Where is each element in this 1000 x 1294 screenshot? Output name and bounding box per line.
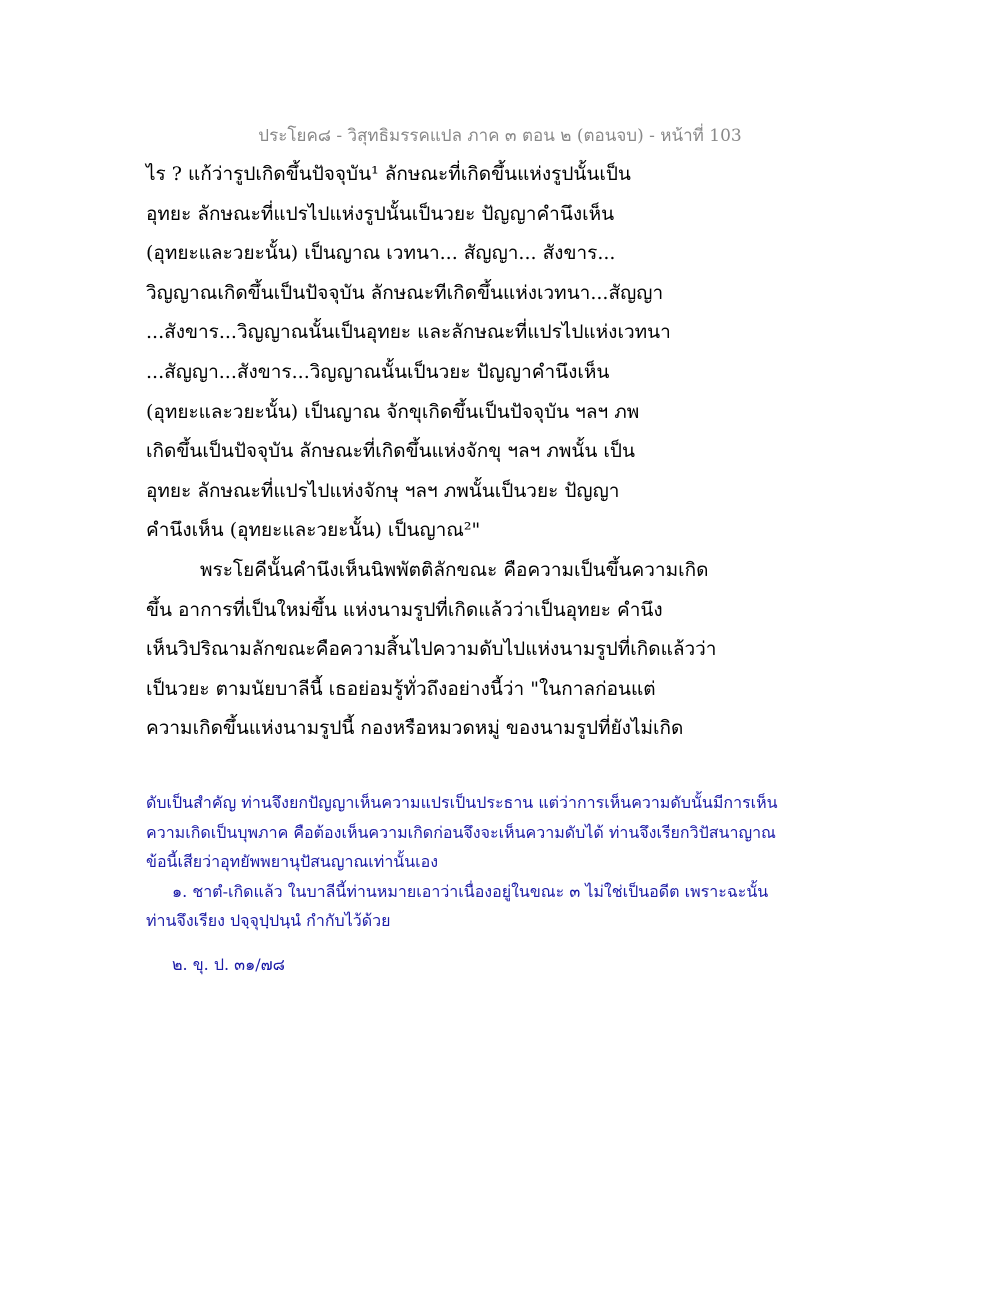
paragraph-line: ขึ้น อาการที่เป็นใหม่ขึ้น แห่งนามรูปที่เกิดแล้วว่าเป็นอุทยะ คำนึง <box>146 598 663 621</box>
main-text <box>146 158 866 752</box>
footnote-continuation-line: ข้อนี้เสียว่าอุทยัพพยานุปัสนญาณเท่านั้นเอง <box>146 852 439 871</box>
paragraph-line: พระโยคีนั้นคำนึงเห็นนิพพัตติลักขณะ คือความเป็นขึ้นความเกิด <box>200 558 709 581</box>
body-line: ...สังขาร...วิญญาณนั้นเป็นอุทยะ และลักษณะที่แปรไปแห่งเวทนา <box>146 321 671 344</box>
body-line: อุทยะ ลักษณะที่แปรไปแห่งรูปนั้นเป็นวยะ ปัญญาคำนึงเห็น <box>146 202 615 225</box>
footnote-continuation-line: ดับเป็นสำคัญ ท่านจึงยกปัญญาเห็นความแปรเป็นประธาน แต่ว่าการเห็นความดับนั้นมีการเห็น <box>146 793 778 812</box>
footnote-2: ๒. ขุ. ป. ๓๑/๗๘ <box>172 954 286 974</box>
body-line: (อุทยะและวยะนั้น) เป็นญาณ จักขุเกิดขึ้นเป็นปัจจุบัน ฯลฯ ภพ <box>146 400 640 423</box>
footnotes <box>146 790 866 981</box>
body-line: คำนึงเห็น (อุทยะและวยะนั้น) เป็นญาณ²" <box>146 519 481 542</box>
paragraph-line: เป็นวยะ ตามนัยบาลีนี้ เธอย่อมรู้ทั่วถึงอย่างนี้ว่า "ในกาลก่อนแต่ <box>146 677 656 700</box>
body-line: อุทยะ ลักษณะที่แปรไปแห่งจักษุ ฯลฯ ภพนั้นเป็นวยะ ปัญญา <box>146 479 620 502</box>
body-line: เกิดขึ้นเป็นปัจจุบัน ลักษณะที่เกิดขึ้นแห่งจักขุ ฯลฯ ภพนั้น เป็น <box>146 440 635 463</box>
body-line: ...สัญญา...สังขาร...วิญญาณนั้นเป็นวยะ ปัญญาคำนึงเห็น <box>146 360 610 383</box>
paragraph-line: เห็นวิปริณามลักขณะคือความสิ้นไปความดับไปแห่งนามรูปที่เกิดแล้วว่า <box>146 638 717 661</box>
footnote-1-line: ๑. ชาตํ-เกิดแล้ว ในบาลีนี้ท่านหมายเอาว่าเนื่องอยู่ในขณะ ๓ ไม่ใช่เป็นอดีต เพราะฉะนั้น <box>172 881 769 901</box>
footnote-1-line: ท่านจึงเรียง ปจฺจุปฺปนฺนํ กํากับไว้ด้วย <box>146 911 391 930</box>
body-line: ไร ? แก้ว่ารูปเกิดขึ้นปัจจุบัน¹ ลักษณะที่เกิดขึ้นแห่งรูปนั้นเป็น <box>146 163 631 185</box>
footnote-continuation-line: ความเกิดเป็นบุพภาค คือต้องเห็นความเกิดก่อนจึงจะเห็นความดับได้ ท่านจึงเรียกวิปัสนาญาณ <box>146 822 776 842</box>
running-header: ประโยค๘ - วิสุทธิมรรคแปล ภาค ๓ ตอน ๒ (ตอนจบ) - หน้าที่ 103 <box>258 126 742 146</box>
footnote-gap <box>146 938 866 952</box>
body-line: (อุทยะและวยะนั้น) เป็นญาณ เวทนา... สัญญา... สังขาร... <box>146 242 616 265</box>
paragraph-line: ความเกิดขึ้นแห่งนามรูปนี้ กองหรือหมวดหมู่ ของนามรูปที่ยังไม่เกิด <box>146 717 684 740</box>
body-line: วิญญาณเกิดขึ้นเป็นปัจจุบัน ลักษณะทีเกิดขึ้นแห่งเวทนา...สัญญา <box>146 281 664 304</box>
